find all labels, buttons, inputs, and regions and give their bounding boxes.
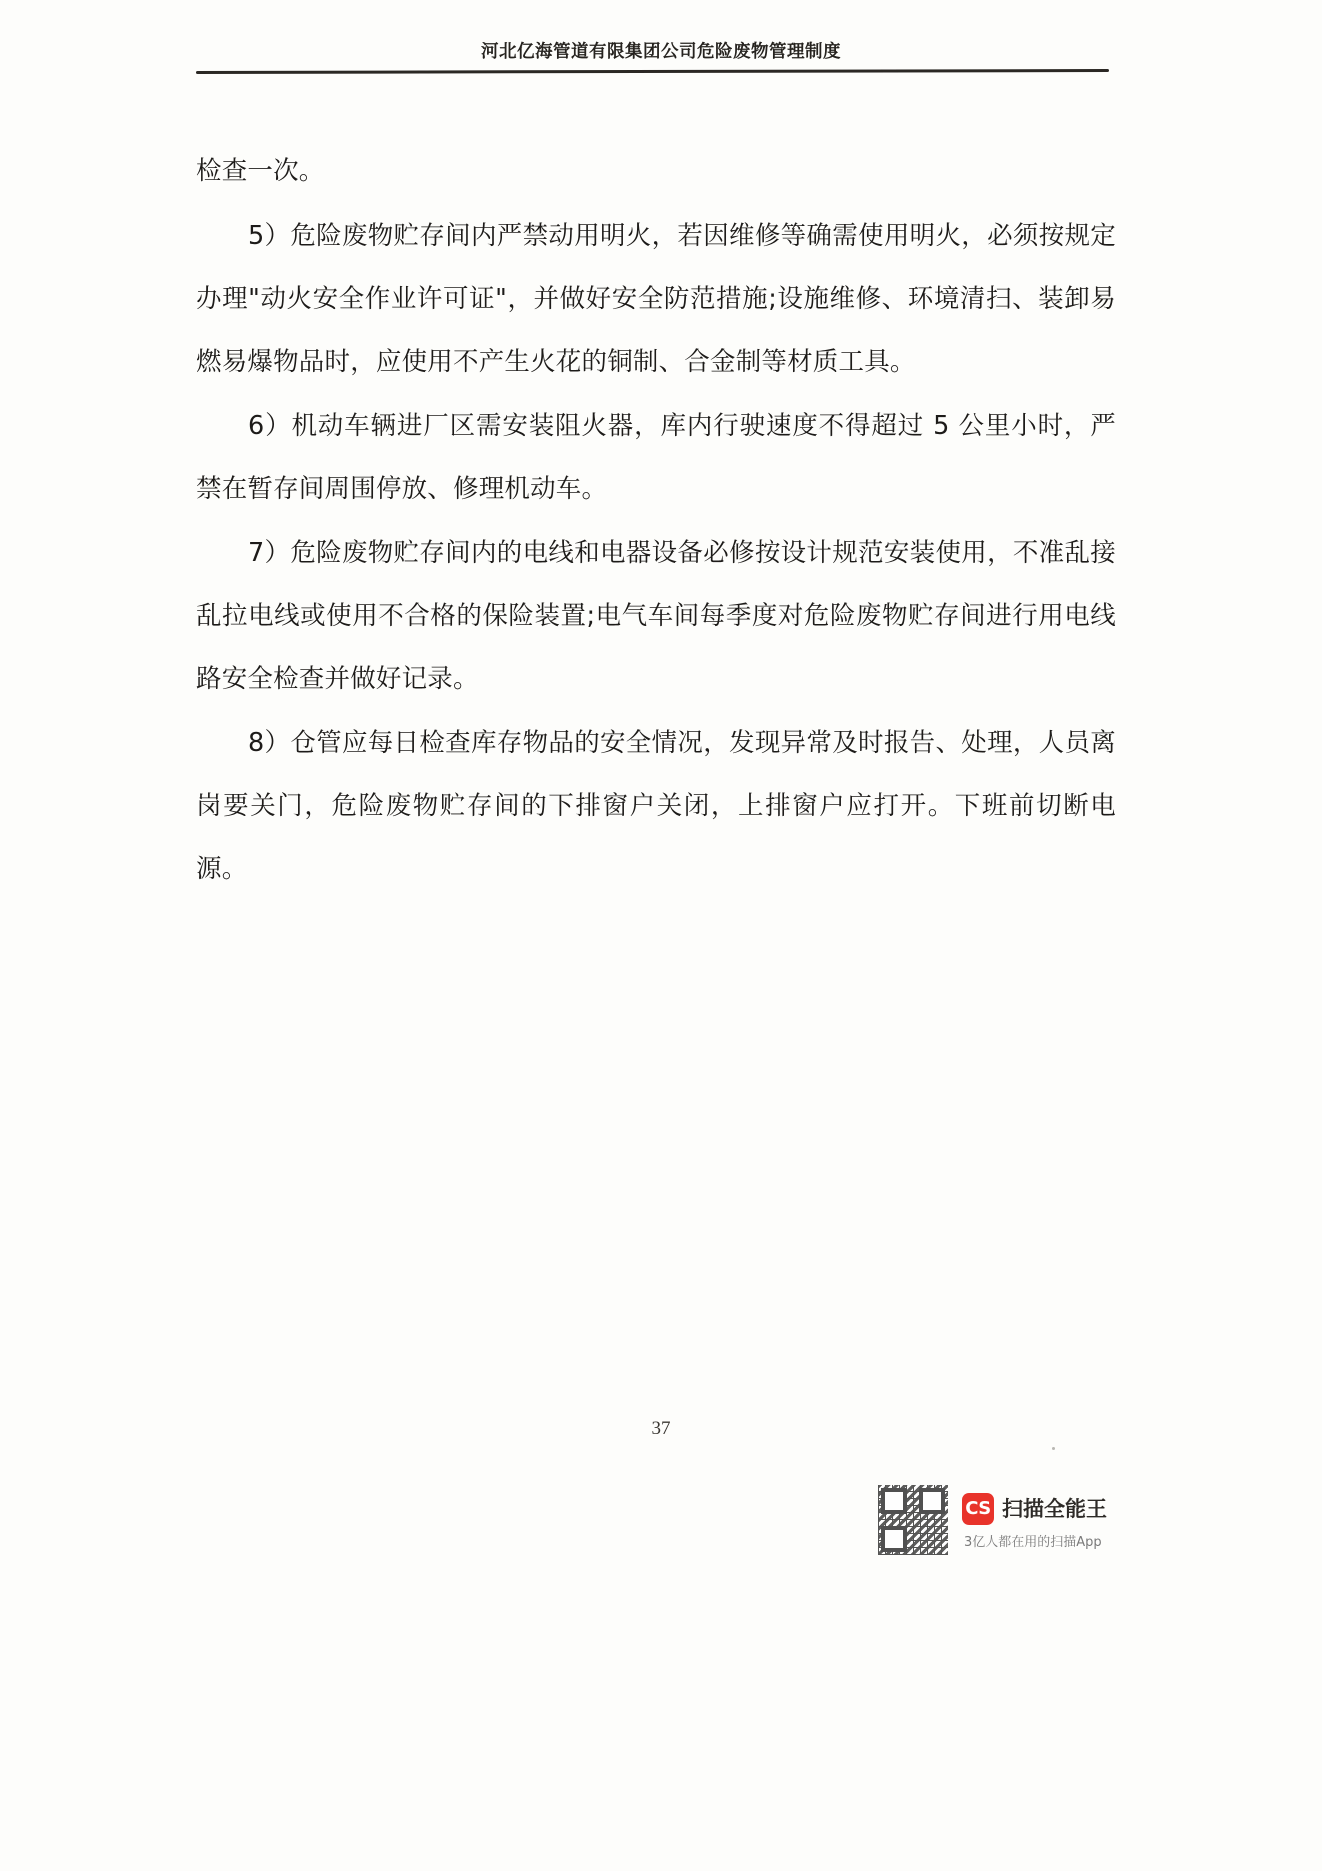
qr-corner-icon xyxy=(881,1526,907,1552)
watermark-tagline: 3亿人都在用的扫描App xyxy=(964,1535,1102,1550)
camscanner-logo-icon: CS xyxy=(962,1493,994,1525)
scan-speck xyxy=(1052,1447,1055,1450)
watermark-app-name: 扫描全能王 xyxy=(1002,1497,1107,1521)
paragraph: 检查一次。 xyxy=(196,156,325,186)
paragraph: 8）仓管应每日检查库存物品的安全情况，发现异常及时报告、处理，人员离岗要关门，危险废物贮存间的下排窗户关闭，上排窗户应打开。下班前切断电源。 xyxy=(196,728,1116,884)
header-title: 河北亿海管道有限集团公司危险废物管理制度 xyxy=(481,42,841,62)
header-divider xyxy=(196,69,1109,74)
qr-code-icon xyxy=(878,1485,948,1555)
paragraph: 5）危险废物贮存间内严禁动用明火，若因维修等确需使用明火，必须按规定办理"动火安全作业许可证"，并做好安全防范措施;设施维修、环境清扫、装卸易燃易爆物品时，应使用不产生火花的铜制、合金制等材质工具。 xyxy=(196,221,1116,377)
page-number: 37 xyxy=(651,1418,671,1439)
paragraph: 7）危险废物贮存间内的电线和电器设备必修按设计规范安装使用，不准乱接乱拉电线或使用不合格的保险装置;电气车间每季度对危险废物贮存间进行用电线路安全检查并做好记录。 xyxy=(196,538,1116,694)
paragraph: 6）机动车辆进厂区需安装阻火器，库内行驶速度不得超过 5 公里小时，严禁在暂存间周围停放、修理机动车。 xyxy=(196,411,1116,504)
document-body xyxy=(196,140,1116,902)
scanner-watermark xyxy=(878,1485,1118,1557)
page-header xyxy=(0,38,1322,63)
